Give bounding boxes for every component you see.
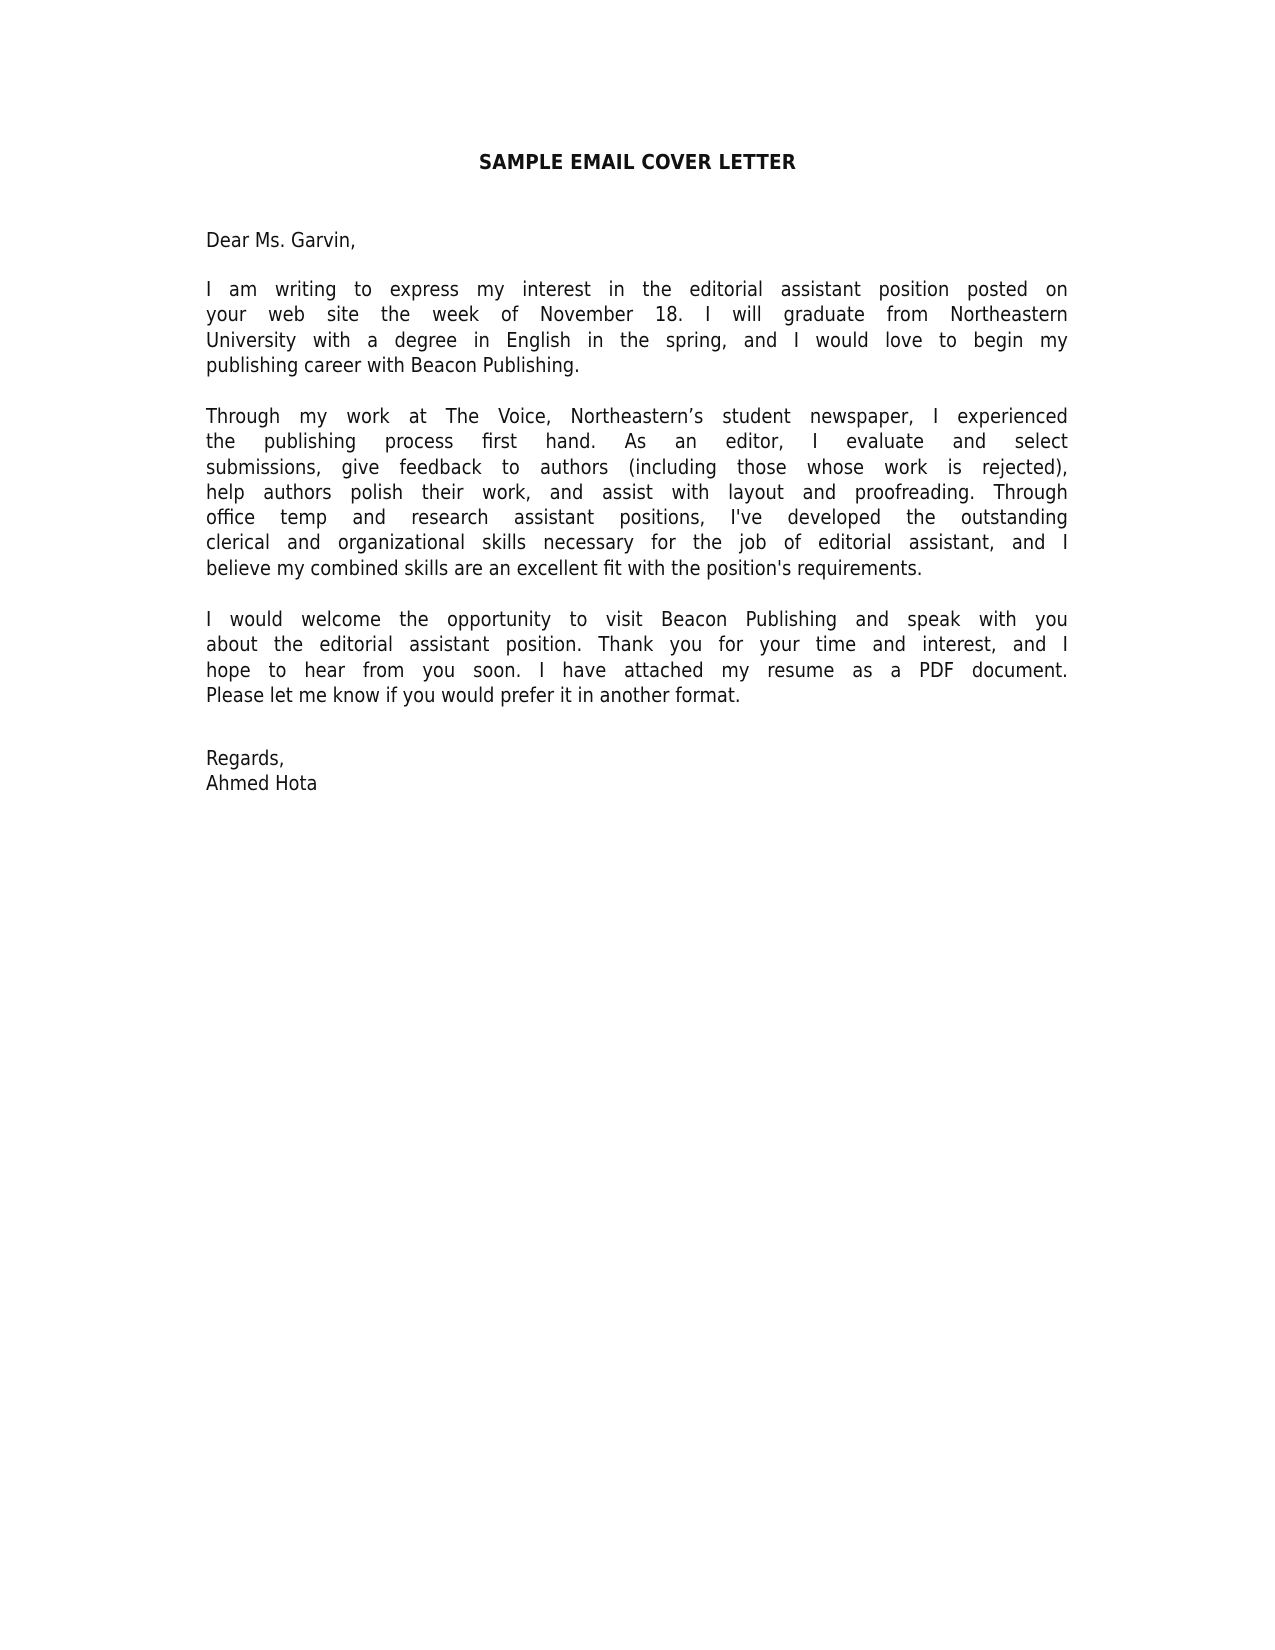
paragraph-line: University with a degree in English in the spring, and I would love to begin my bbox=[206, 327, 1068, 352]
paragraph-line: the publishing process first hand. As an editor, I evaluate and select bbox=[206, 429, 1068, 454]
paragraph-line: Please let me know if you would prefer it in another format. bbox=[206, 682, 741, 707]
paragraph-line: about the editorial assistant position. Thank you for your time and interest, and I bbox=[206, 632, 1068, 657]
paragraph-line: I am writing to express my interest in the editorial assistant position posted on bbox=[206, 277, 1068, 301]
paragraph-line: hope to hear from you soon. I have attached my resume as a PDF document. bbox=[206, 657, 1068, 682]
paragraph-line: help authors polish their work, and assist with layout and proofreading. Through bbox=[206, 479, 1068, 504]
closing bbox=[206, 746, 1068, 771]
paragraph-line: submissions, give feedback to authors (including those whose work is rejected), bbox=[206, 454, 1068, 479]
paragraph-line: office temp and research assistant positions, I've developed the outstanding bbox=[206, 505, 1068, 530]
salutation bbox=[206, 228, 1068, 253]
paragraph-3 bbox=[206, 607, 1068, 708]
signature-name: Ahmed Hota bbox=[206, 771, 318, 795]
paragraph-2 bbox=[206, 404, 1068, 581]
signature bbox=[206, 771, 1068, 796]
paragraph-line: your web site the week of November 18. I will graduate from Northeastern bbox=[206, 302, 1068, 327]
closing-text: Regards, bbox=[206, 746, 285, 770]
paragraph-1 bbox=[206, 277, 1068, 378]
paragraph-line: Through my work at The Voice, Northeastern’s student newspaper, I experienced bbox=[206, 404, 1068, 428]
letter-title: SAMPLE EMAIL COVER LETTER bbox=[478, 150, 797, 174]
paragraph-line: publishing career with Beacon Publishing. bbox=[206, 352, 580, 377]
paragraph-line: clerical and organizational skills necessary for the job of editorial assistant, and I bbox=[206, 530, 1068, 555]
paragraph-line: believe my combined skills are an excellent fit with the position's requirements. bbox=[206, 555, 923, 580]
paragraph-line: I would welcome the opportunity to visit Beacon Publishing and speak with you bbox=[206, 607, 1068, 631]
salutation-text: Dear Ms. Garvin, bbox=[206, 228, 356, 252]
